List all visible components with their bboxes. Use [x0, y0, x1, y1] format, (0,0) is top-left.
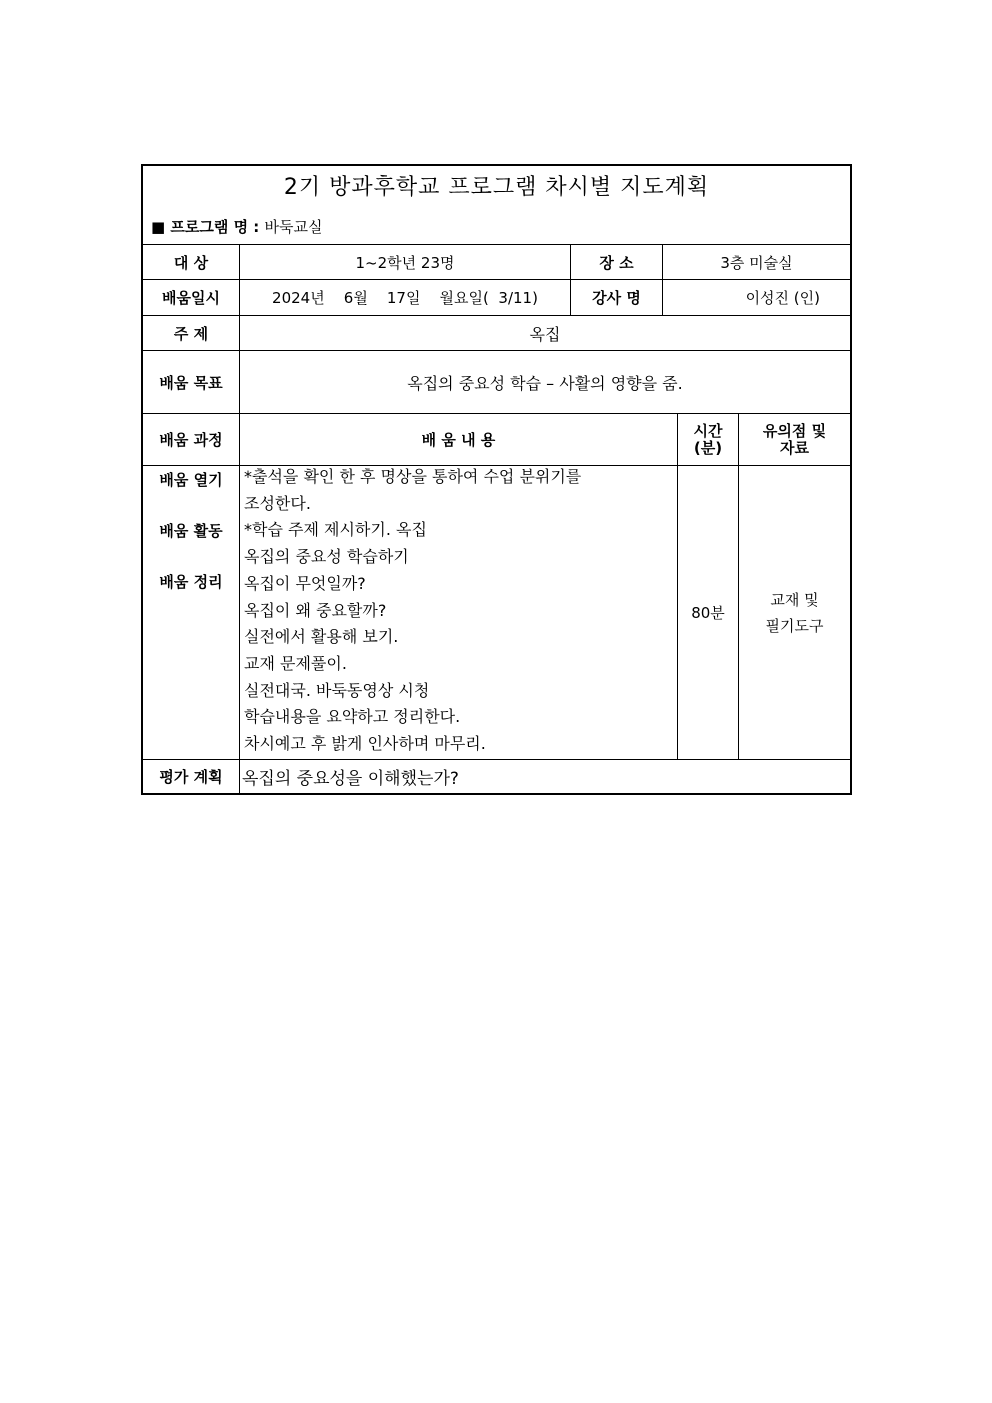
program-label: ■ 프로그램 명 : [151, 218, 265, 236]
content-line: 옥집이 왜 중요할까? [244, 600, 387, 620]
goal-label: 배움 목표 [159, 373, 223, 392]
stage-label-open: 배움 열기 [159, 471, 223, 489]
process-label: 배움 과정 [159, 431, 223, 449]
content-line: *학습 주제 제시하기. 옥집 [244, 520, 427, 540]
content-line: *출석을 확인 한 후 명상을 통하여 수업 분위기를 [244, 467, 582, 486]
time-unit-label: (분) [693, 438, 723, 457]
target-row [143, 244, 850, 279]
target-label: 대 상 [173, 253, 209, 272]
place-value: 3층 미술실 [662, 245, 850, 279]
program-name: 바둑교실 [264, 218, 323, 236]
evaluation-label: 평가 계획 [159, 768, 223, 786]
content-line: 실전대국. 바둑동영상 시청 [244, 680, 430, 700]
program-name-line [151, 216, 322, 237]
goal-value: 옥집의 중요성 학습 – 사활의 영향을 줌. [239, 351, 850, 413]
notes-line-2: 필기도구 [765, 616, 824, 635]
content-line: 교재 문제풀이. [244, 653, 347, 673]
teacher-label: 강사 명 [570, 280, 662, 315]
content-label: 배 움 내 용 [239, 414, 677, 465]
time-value: 80분 [677, 466, 738, 759]
stage-label-activity: 배움 활동 [159, 522, 223, 540]
content-line: 실전에서 활용해 보기. [244, 627, 399, 647]
notes-value [738, 466, 850, 759]
date-label: 배움일시 [162, 289, 220, 307]
teacher-value: 이성진 (인) [662, 280, 850, 315]
content-line: 차시예고 후 밝게 인사하며 마무리. [244, 734, 486, 754]
topic-row [143, 315, 850, 350]
document-title: 2기 방과후학교 프로그램 차시별 지도계획 [283, 175, 710, 200]
time-header [677, 414, 738, 465]
process-header-row [143, 413, 850, 465]
time-label: 시간 [693, 421, 723, 440]
notes-header [738, 414, 850, 465]
evaluation-value: 옥집의 중요성을 이해했는가? [239, 760, 850, 793]
goal-row [143, 350, 850, 413]
content-line: 학습내용을 요약하고 정리한다. [244, 707, 461, 727]
topic-label: 주 제 [173, 324, 209, 343]
notes-label: 유의점 및 [762, 421, 827, 440]
notes-sub-label: 자료 [780, 438, 809, 457]
date-value: 2024년 6월 17일 월요일( 3/11) [239, 280, 570, 315]
evaluation-row [143, 759, 850, 793]
place-label: 장 소 [570, 245, 662, 279]
target-value: 1~2학년 23명 [239, 245, 570, 279]
date-row [143, 279, 850, 315]
content-line: 조성한다. [244, 493, 311, 513]
content-lines [244, 464, 581, 758]
content-line: 옥집이 무엇일까? [244, 573, 366, 593]
stage-label-wrapup: 배움 정리 [159, 573, 223, 591]
content-line: 옥집의 중요성 학습하기 [244, 547, 409, 567]
notes-line-1: 교재 및 [770, 590, 819, 609]
stage-column [143, 466, 239, 759]
topic-value: 옥집 [239, 316, 850, 350]
